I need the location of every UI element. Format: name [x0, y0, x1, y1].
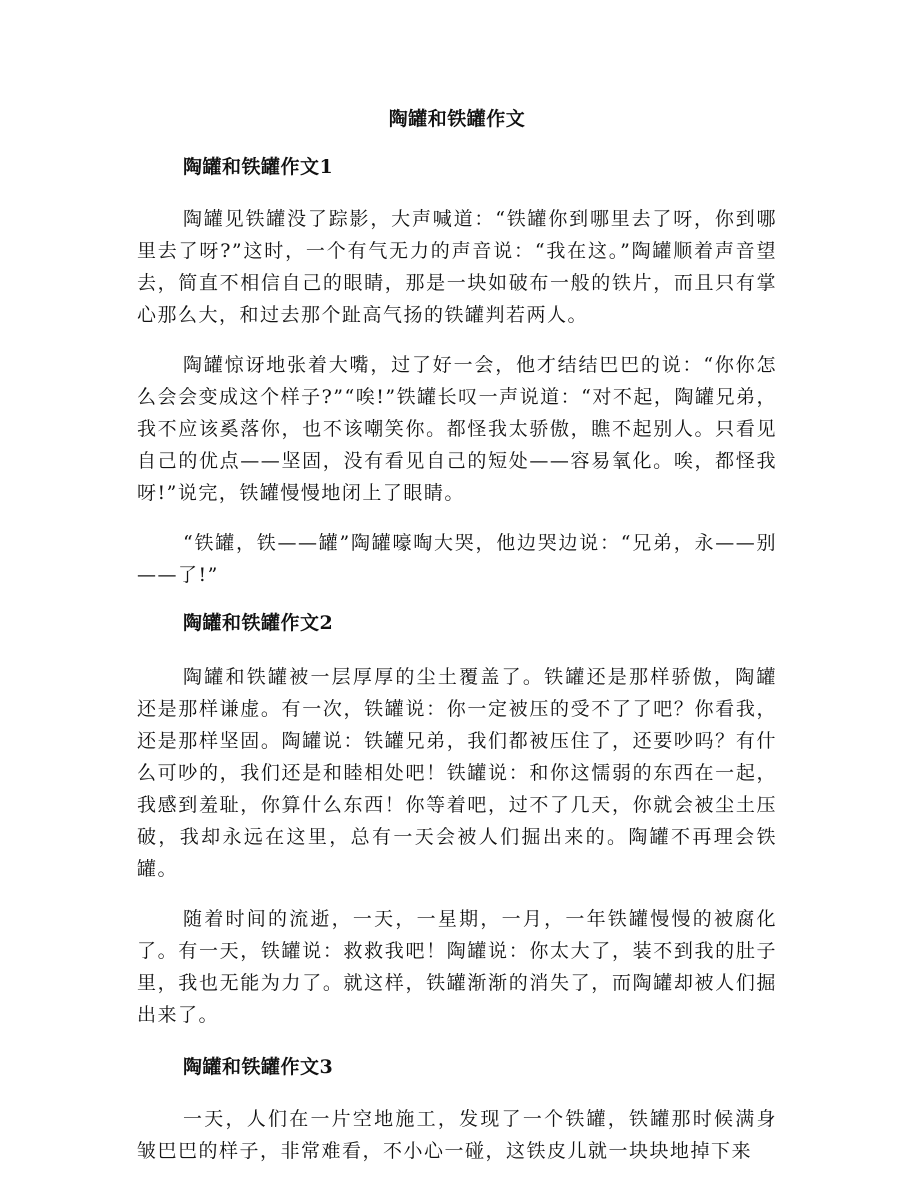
document-title: 陶罐和铁罐作文: [388, 108, 526, 130]
section-heading: 陶罐和铁罐作文2: [183, 612, 334, 634]
document-page: [137, 100, 777, 1167]
section-heading: 陶罐和铁罐作文3: [183, 1056, 334, 1078]
paragraph: 陶罐和铁罐被一层厚厚的尘土覆盖了。铁罐还是那样骄傲，陶罐还是那样谦虚。有一次，铁罐说：你一定被压的受不了了吧？你看我，还是那样坚固。陶罐说：铁罐兄弟，我们都被压住了，还要吵吗？有什么可吵的，我们还是和睦相处吧！铁罐说：和你这懦弱的东西在一起，我感到羞耻，你算什么东西！你等着吧，过不了几天，你就会被尘土压破，我却永远在这里，总有一天会被人们掘出来的。陶罐不再理会铁罐。: [137, 666, 777, 880]
paragraph: “铁罐，铁——罐”陶罐嚎啕大哭，他边哭边说：“兄弟，永——别——了!”: [137, 532, 777, 586]
essay-section-1: [137, 153, 777, 591]
paragraph: 一天，人们在一片空地施工，发现了一个铁罐，铁罐那时候满身皱巴巴的样子，非常难看，不小心一碰，这铁皮儿就一块块地掉下来: [137, 1108, 777, 1162]
essay-section-3: [137, 1053, 777, 1167]
paragraph: 陶罐见铁罐没了踪影，大声喊道：“铁罐你到哪里去了呀，你到哪里去了呀?”这时，一个有气无力的声音说：“我在这。”陶罐顺着声音望去，简直不相信自己的眼睛，那是一块如破布一般的铁片，而且只有掌心那么大，和过去那个趾高气扬的铁罐判若两人。: [137, 208, 777, 326]
essay-section-2: [137, 609, 777, 1031]
paragraph: 随着时间的流逝，一天，一星期，一月，一年铁罐慢慢的被腐化了。有一天，铁罐说：救救我吧！陶罐说：你太大了，装不到我的肚子里，我也无能为力了。就这样，铁罐渐渐的消失了，而陶罐却被人们掘出来了。: [137, 908, 777, 1026]
section-heading: 陶罐和铁罐作文1: [183, 156, 334, 178]
paragraph: 陶罐惊讶地张着大嘴，过了好一会，他才结结巴巴的说：“你你怎么会会变成这个样子?”“唉!”铁罐长叹一声说道：“对不起，陶罐兄弟，我不应该奚落你，也不该嘲笑你。都怪我太骄傲，瞧不起别人。只看见自己的优点——坚固，没有看见自己的短处——容易氧化。唉，都怪我呀!”说完，铁罐慢慢地闭上了眼睛。: [137, 354, 777, 504]
